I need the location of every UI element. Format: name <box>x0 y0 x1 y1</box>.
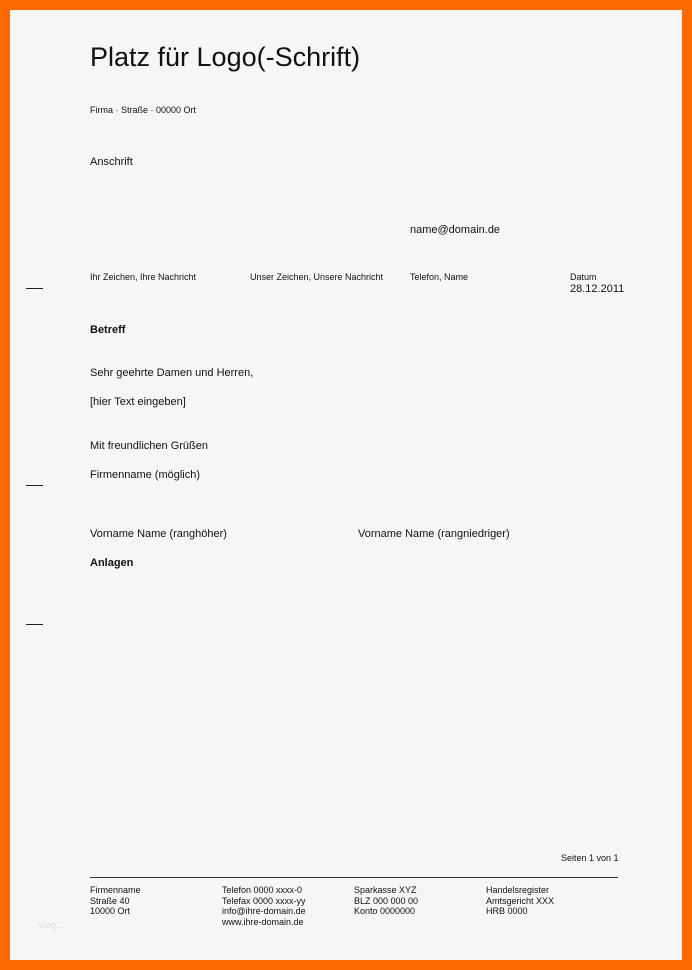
salutation: Sehr geehrte Damen und Herren, <box>90 367 254 379</box>
signature-left: Vorname Name (ranghöher) <box>90 528 227 540</box>
ref-your: Ihr Zeichen, Ihre Nachricht <box>90 272 197 282</box>
footer-register <box>486 885 554 917</box>
punch-mark <box>26 624 43 625</box>
footer-bank-line: BLZ 000 000 00 <box>354 895 419 906</box>
signature-right: Vorname Name (rangniedriger) <box>358 528 510 540</box>
footer-company-line: 10000 Ort <box>90 906 131 916</box>
address-label: Anschrift <box>90 156 133 168</box>
body-text: [hier Text eingeben] <box>90 396 186 408</box>
letter-page <box>10 10 682 960</box>
logo-placeholder: Platz für Logo(-Schrift) <box>90 42 361 72</box>
footer-contact-line: info@ihre-domain.de <box>222 906 306 916</box>
ref-our: Unser Zeichen, Unsere Nachricht <box>250 272 384 282</box>
footer-register-line: Amtsgericht XXX <box>486 895 555 906</box>
footer-company-line: Firmenname <box>90 885 141 895</box>
closing: Mit freundlichen Grüßen <box>90 440 208 452</box>
page-count: Seiten 1 von 1 <box>561 853 619 863</box>
footer-contact-line: Telefax 0000 xxxx-yy <box>222 895 306 906</box>
fold-mark-middle <box>26 485 43 486</box>
footer-register-line: HRB 0000 <box>486 906 528 916</box>
attachments: Anlagen <box>90 557 134 569</box>
watermark: Vlog... <box>38 920 64 930</box>
sender-line: Firma · Straße · 00000 Ort <box>90 105 197 115</box>
footer-bank <box>354 885 418 917</box>
date-label: Datum <box>570 272 597 282</box>
footer-company-line: Straße 40 <box>90 895 130 906</box>
footer-bank-line: Konto 0000000 <box>354 906 416 916</box>
footer-company <box>90 885 141 917</box>
email-address: name@domain.de <box>410 224 501 236</box>
footer-divider <box>90 877 618 878</box>
ref-phone: Telefon, Name <box>410 272 469 282</box>
date-value: 28.12.2011 <box>570 283 625 295</box>
subject: Betreff <box>90 324 126 336</box>
fold-mark-top <box>26 288 43 289</box>
company-name: Firmenname (möglich) <box>90 469 201 481</box>
footer-contact <box>222 885 306 927</box>
footer-contact-line: www.ihre-domain.de <box>222 916 304 927</box>
footer-register-line: Handelsregister <box>486 885 550 895</box>
footer-contact-line: Telefon 0000 xxxx-0 <box>222 885 303 895</box>
footer-bank-line: Sparkasse XYZ <box>354 885 417 895</box>
